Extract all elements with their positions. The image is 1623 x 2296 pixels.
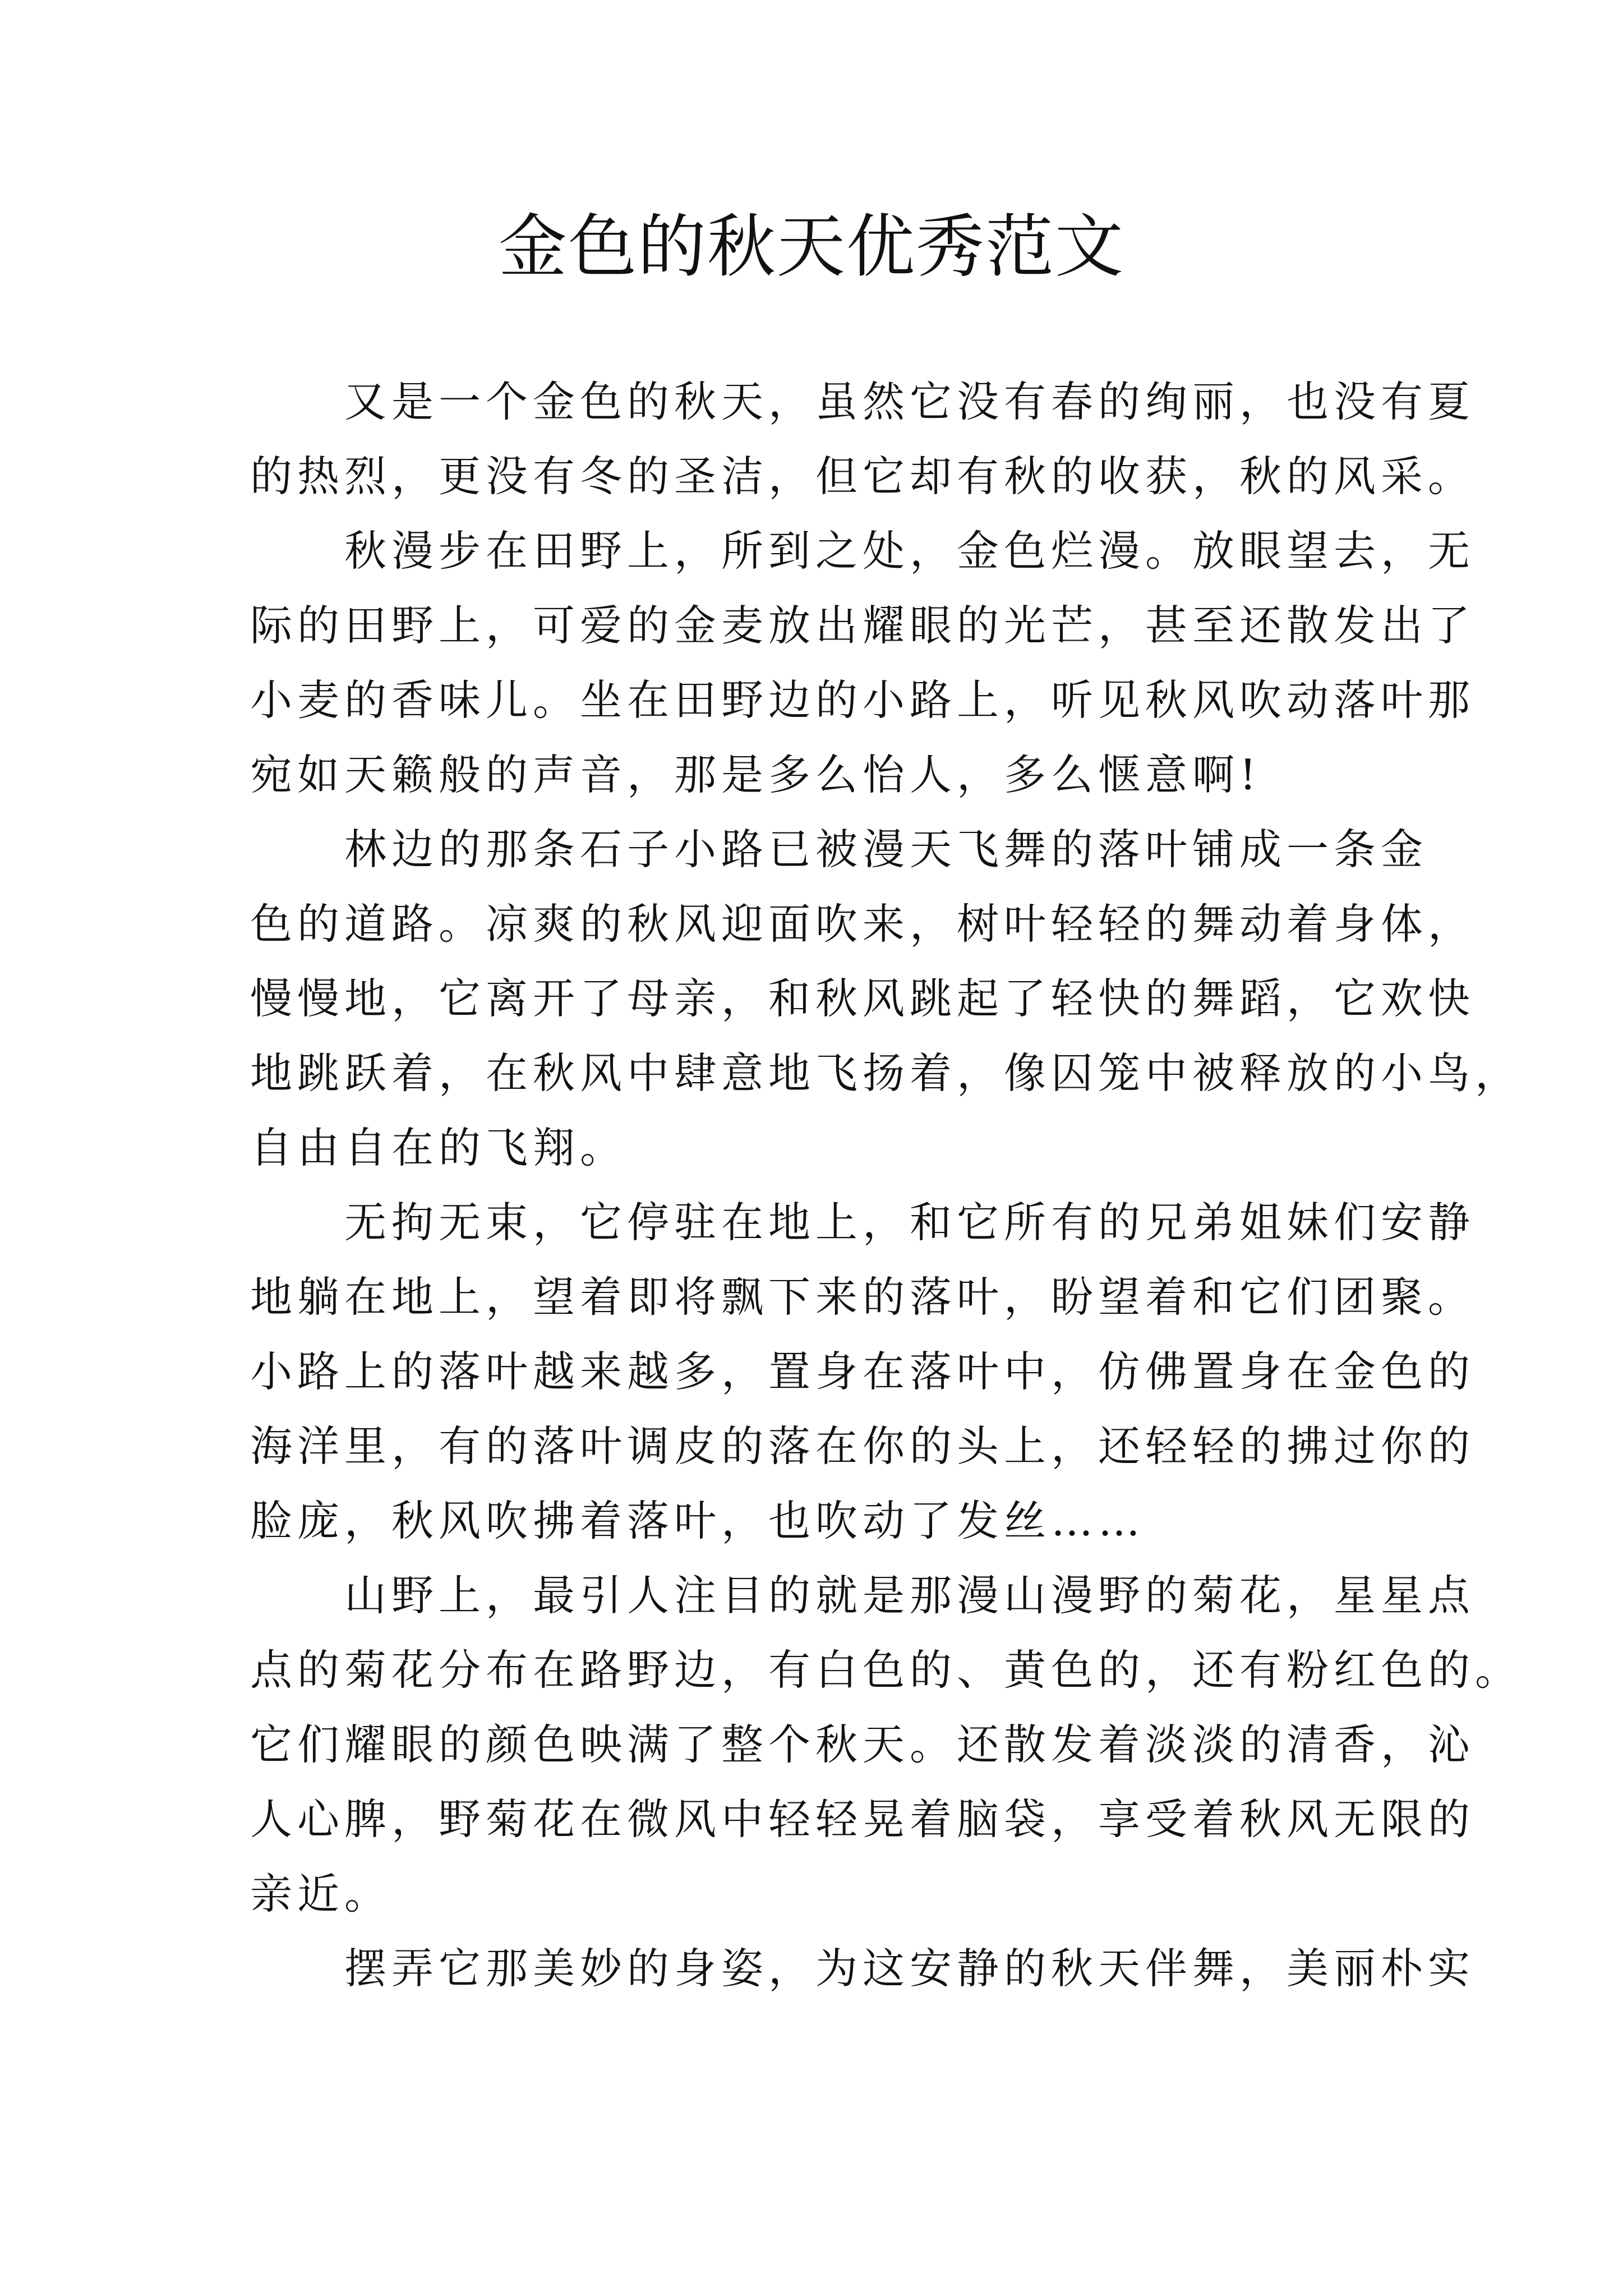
text-line: 摆弄它那美妙的身姿，为这安静的秋天伴舞，美丽朴实 xyxy=(344,1944,1476,1993)
text-line: 人心脾，野菊花在微风中轻轻晃着脑袋，享受着秋风无限的 xyxy=(250,1795,1476,1844)
text-line: 自由自在的飞翔。 xyxy=(250,1123,628,1172)
text-line: 慢慢地，它离开了母亲，和秋风跳起了轻快的舞蹈，它欢快 xyxy=(250,974,1476,1023)
paragraph xyxy=(250,812,1523,1185)
text-line: 地躺在地上，望着即将飘下来的落叶，盼望着和它们团聚。 xyxy=(250,1272,1476,1322)
text-line: 山野上，最引人注目的就是那漫山漫野的菊花，星星点 xyxy=(344,1571,1476,1620)
paragraph xyxy=(250,1185,1476,1558)
text-line: 点的菊花分布在路野边，有白色的、黄色的，还有粉红色的。 xyxy=(250,1645,1523,1695)
text-line: 小路上的落叶越来越多，置身在落叶中，仿佛置身在金色的 xyxy=(250,1347,1476,1396)
text-line: 宛如天籁般的声音，那是多么怡人，多么惬意啊! xyxy=(250,750,1262,799)
paragraph xyxy=(250,1931,1476,2006)
text-line: 它们耀眼的颜色映满了整个秋天。还散发着淡淡的清香，沁 xyxy=(250,1720,1476,1769)
text-line: 又是一个金色的秋天，虽然它没有春的绚丽，也没有夏 xyxy=(344,377,1476,426)
paragraph xyxy=(250,365,1476,514)
text-line: 海洋里，有的落叶调皮的落在你的头上，还轻轻的拂过你的 xyxy=(250,1421,1476,1471)
text-line: 脸庞，秋风吹拂着落叶，也吹动了发丝…… xyxy=(250,1496,1146,1545)
document-title: 金色的秋天优秀范文 xyxy=(499,207,1124,287)
text-line: 亲近。 xyxy=(250,1869,392,1918)
text-line: 色的道路。凉爽的秋风迎面吹来，树叶轻轻的舞动着身体， xyxy=(250,899,1476,949)
text-line: 秋漫步在田野上，所到之处，金色烂漫。放眼望去，无 xyxy=(344,526,1476,576)
paragraph xyxy=(250,1558,1523,1931)
text-line: 林边的那条石子小路已被漫天飞舞的落叶铺成一条金 xyxy=(344,825,1428,874)
document-body xyxy=(250,365,1523,2006)
text-line: 际的田野上，可爱的金麦放出耀眼的光芒，甚至还散发出了 xyxy=(250,601,1476,650)
text-line: 地跳跃着，在秋风中肆意地飞扬着，像囚笼中被释放的小鸟， xyxy=(250,1048,1523,1098)
text-line: 小麦的香味儿。坐在田野边的小路上，听见秋风吹动落叶那 xyxy=(250,675,1476,725)
paragraph xyxy=(250,514,1476,812)
text-line: 无拘无束，它停驻在地上，和它所有的兄弟姐妹们安静 xyxy=(344,1198,1476,1247)
text-line: 的热烈，更没有冬的圣洁，但它却有秋的收获，秋的风采。 xyxy=(250,452,1476,501)
